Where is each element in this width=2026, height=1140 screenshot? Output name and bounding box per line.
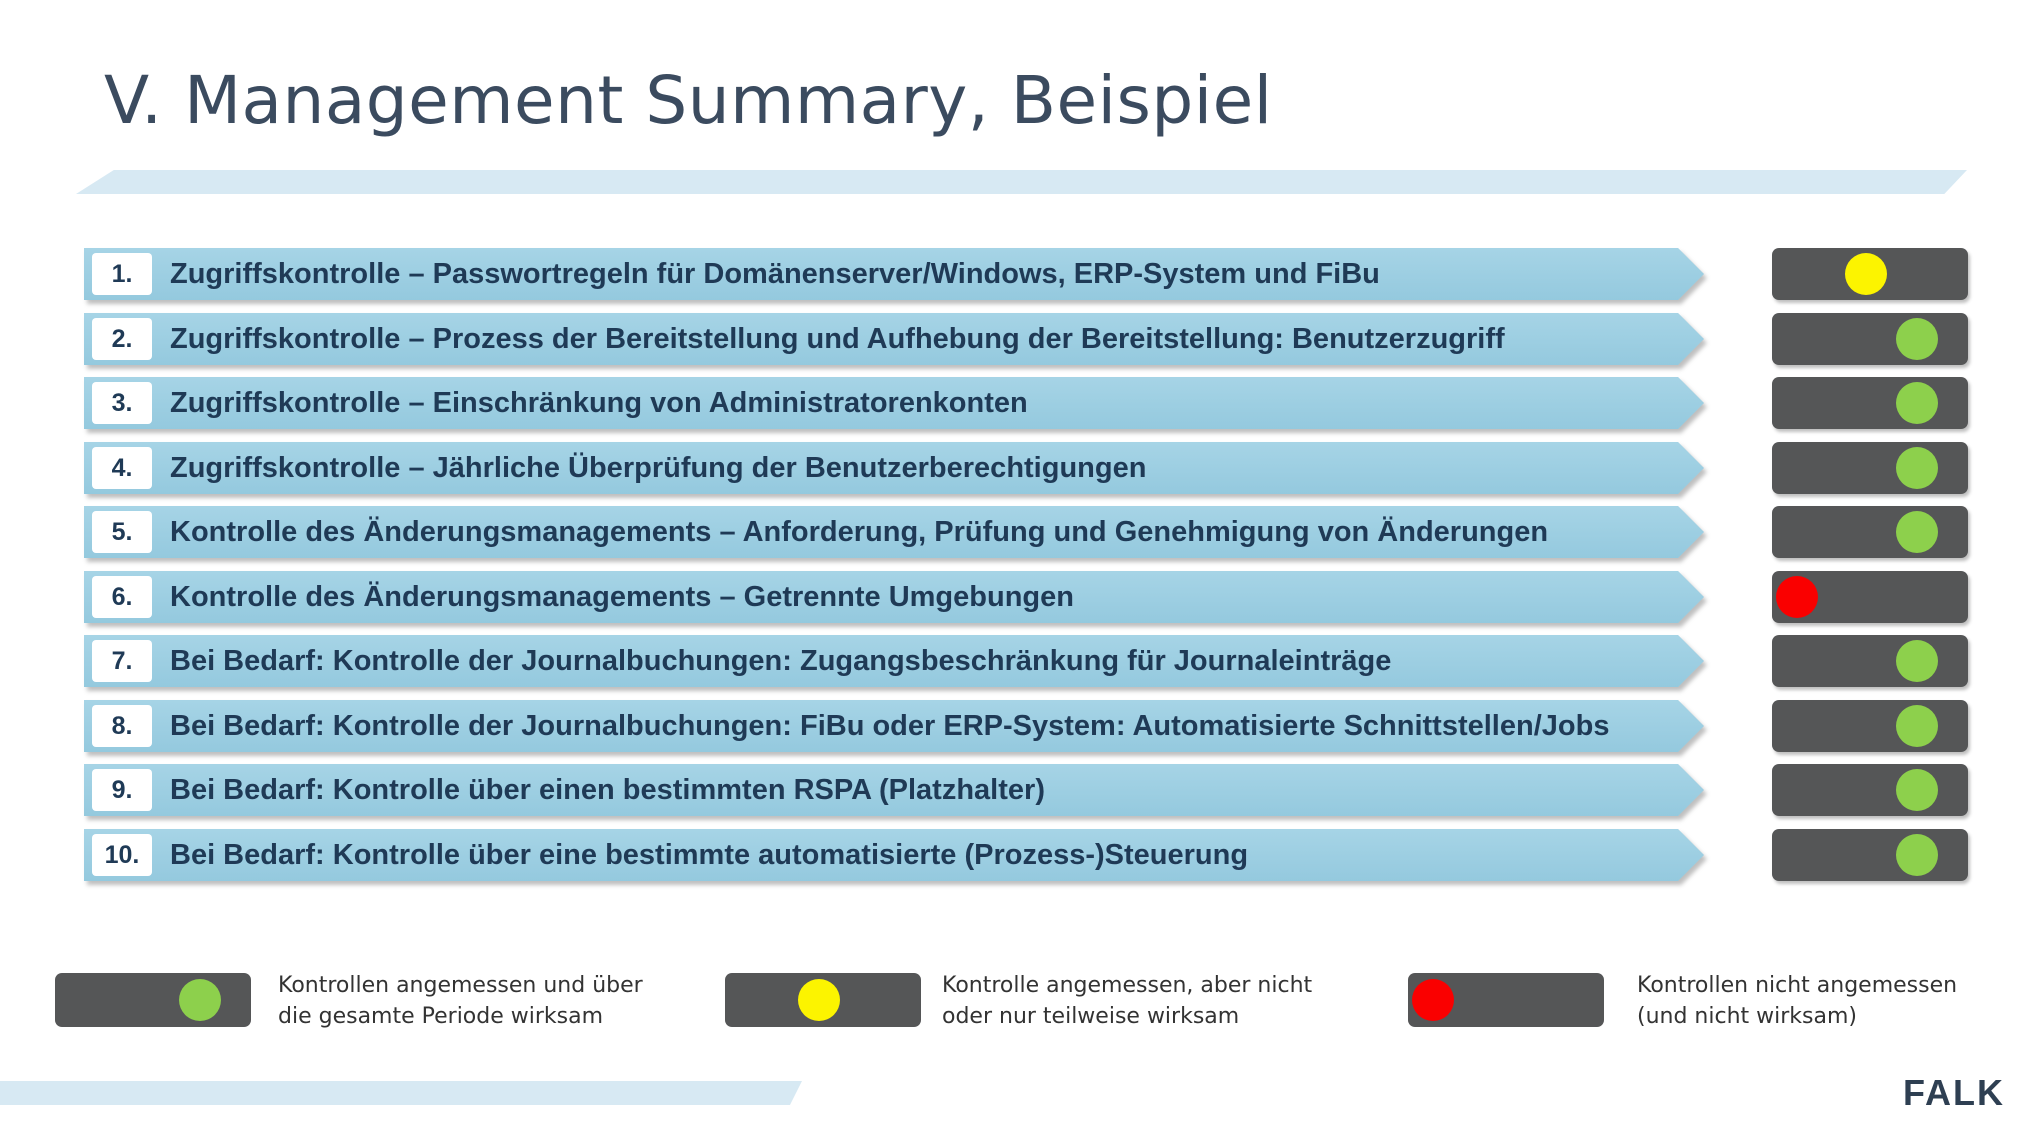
bottom-decorative-band bbox=[0, 1081, 802, 1105]
traffic-light-indicator bbox=[1772, 313, 1968, 365]
row-label: Kontrolle des Änderungsmanagements – Anforderung, Prüfung und Genehmigung von Änderungen bbox=[170, 516, 1549, 548]
legend-light-yellow bbox=[725, 973, 921, 1027]
control-row bbox=[84, 377, 1704, 429]
status-green-light bbox=[1896, 318, 1938, 360]
legend-description-red bbox=[1637, 970, 1957, 1032]
row-number: 4. bbox=[92, 447, 152, 489]
status-yellow-light bbox=[798, 979, 840, 1021]
control-row bbox=[84, 442, 1704, 494]
legend-line-1: Kontrolle angemessen, aber nicht bbox=[942, 973, 1313, 998]
status-red-light bbox=[1412, 979, 1454, 1021]
legend-line-2: oder nur teilweise wirksam bbox=[942, 1004, 1240, 1029]
control-row bbox=[84, 313, 1704, 365]
status-yellow-light bbox=[1845, 253, 1887, 295]
control-row bbox=[84, 635, 1704, 687]
control-row bbox=[84, 248, 1704, 300]
traffic-light-indicator bbox=[1772, 764, 1968, 816]
row-label: Bei Bedarf: Kontrolle der Journalbuchungen: Zugangsbeschränkung für Journaleinträge bbox=[170, 645, 1392, 677]
status-green-light bbox=[1896, 705, 1938, 747]
status-green-light bbox=[1896, 640, 1938, 682]
falk-logo: FALK bbox=[1903, 1072, 2005, 1113]
status-green-light bbox=[179, 979, 221, 1021]
row-label: Bei Bedarf: Kontrolle über eine bestimmte automatisierte (Prozess-)Steuerung bbox=[170, 839, 1249, 871]
status-green-light bbox=[1896, 769, 1938, 811]
legend-line-1: Kontrollen angemessen und über bbox=[278, 973, 643, 998]
control-row bbox=[84, 700, 1704, 752]
top-decorative-band bbox=[76, 170, 1967, 194]
control-row bbox=[84, 571, 1704, 623]
row-number: 6. bbox=[92, 576, 152, 618]
traffic-light-indicator bbox=[1772, 571, 1968, 623]
page-title: V. Management Summary, Beispiel bbox=[104, 62, 1273, 139]
row-number: 1. bbox=[92, 253, 152, 295]
row-number: 2. bbox=[92, 318, 152, 360]
traffic-light-indicator bbox=[1772, 506, 1968, 558]
traffic-light-indicator bbox=[1772, 377, 1968, 429]
traffic-light-indicator bbox=[1772, 442, 1968, 494]
row-number: 7. bbox=[92, 640, 152, 682]
row-label: Zugriffskontrolle – Prozess der Bereitstellung und Aufhebung der Bereitstellung: Benutzerzugriff bbox=[170, 323, 1505, 355]
legend-light-red bbox=[1408, 973, 1604, 1027]
row-number: 5. bbox=[92, 511, 152, 553]
row-label: Zugriffskontrolle – Jährliche Überprüfung der Benutzerberechtigungen bbox=[170, 452, 1147, 484]
row-label: Zugriffskontrolle – Passwortregeln für Domänenserver/Windows, ERP-System und FiBu bbox=[170, 258, 1380, 290]
status-green-light bbox=[1896, 382, 1938, 424]
traffic-light-indicator bbox=[1772, 700, 1968, 752]
legend-description-green bbox=[278, 970, 643, 1032]
legend-description-yellow bbox=[942, 970, 1312, 1032]
row-number: 10. bbox=[92, 834, 152, 876]
status-red-light bbox=[1776, 576, 1818, 618]
status-green-light bbox=[1896, 447, 1938, 489]
row-label: Zugriffskontrolle – Einschränkung von Administratorenkonten bbox=[170, 387, 1028, 419]
control-row bbox=[84, 829, 1704, 881]
row-number: 3. bbox=[92, 382, 152, 424]
row-label: Bei Bedarf: Kontrolle über einen bestimmten RSPA (Platzhalter) bbox=[170, 774, 1045, 806]
legend-line-1: Kontrollen nicht angemessen bbox=[1637, 973, 1958, 998]
status-green-light bbox=[1896, 511, 1938, 553]
row-number: 9. bbox=[92, 769, 152, 811]
legend-light-green bbox=[55, 973, 251, 1027]
row-label: Kontrolle des Änderungsmanagements – Getrennte Umgebungen bbox=[170, 581, 1074, 613]
traffic-light-indicator bbox=[1772, 829, 1968, 881]
status-green-light bbox=[1896, 834, 1938, 876]
row-number: 8. bbox=[92, 705, 152, 747]
row-label: Bei Bedarf: Kontrolle der Journalbuchungen: FiBu oder ERP-System: Automatisierte Schnittstellen/Jobs bbox=[170, 710, 1610, 742]
traffic-light-indicator bbox=[1772, 635, 1968, 687]
control-row bbox=[84, 764, 1704, 816]
legend-line-2: die gesamte Periode wirksam bbox=[278, 1004, 604, 1029]
traffic-light-indicator bbox=[1772, 248, 1968, 300]
legend-line-2: (und nicht wirksam) bbox=[1637, 1004, 1857, 1029]
control-row bbox=[84, 506, 1704, 558]
